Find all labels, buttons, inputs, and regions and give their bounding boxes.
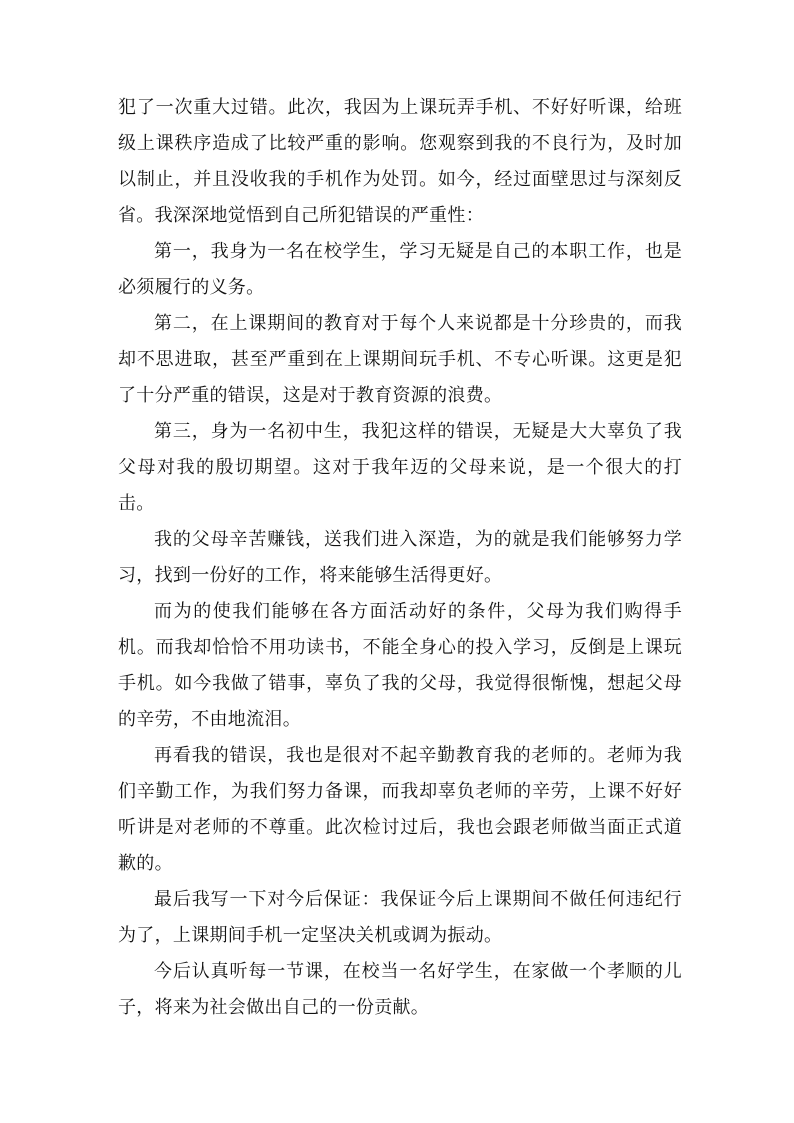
paragraph-phone-reason: 而为的使我们能够在各方面活动好的条件，父母为我们购得手机。而我却恰恰不用功读书，不能全身心的投入学习，反倒是上课玩手机。如今我做了错事，辜负了我的父母，我觉得很惭愧，想起父母的辛劳，不由地流泪。 [118, 601, 682, 730]
paragraph-point-two: 第二，在上课期间的教育对于每个人来说都是十分珍贵的，而我却不思进取，甚至严重到在上课期间玩手机、不专心听课。这更是犯了十分严重的错误，这是对于教育资源的浪费。 [118, 313, 682, 406]
paragraph-guarantee: 最后我写一下对今后保证：我保证今后上课期间不做任何违纪行为了，上课期间手机一定坚决关机或调为振动。 [118, 889, 682, 946]
document-body [118, 90, 682, 1026]
paragraph-intro: 犯了一次重大过错。此次，我因为上课玩弄手机、不好好听课，给班级上课秩序造成了比较严重的影响。您观察到我的不良行为，及时加以制止，并且没收我的手机作为处罚。如今，经过面壁思过与深刻反省。我深深地觉悟到自己所犯错误的严重性： [118, 97, 682, 226]
paragraph-point-three: 第三，身为一名初中生，我犯这样的错误，无疑是大大辜负了我父母对我的殷切期望。这对于我年迈的父母来说，是一个很大的打击。 [118, 421, 682, 514]
paragraph-point-one: 第一，我身为一名在校学生，学习无疑是自己的本职工作，也是必须履行的义务。 [118, 241, 682, 298]
paragraph-teacher-apology: 再看我的错误，我也是很对不起辛勤教育我的老师的。老师为我们辛勤工作，为我们努力备课，而我却辜负老师的辛劳，上课不好好听讲是对老师的不尊重。此次检讨过后，我也会跟老师做当面正式道歉的。 [118, 745, 682, 874]
paragraph-parents-effort: 我的父母辛苦赚钱，送我们进入深造，为的就是我们能够努力学习，找到一份好的工作，将来能够生活得更好。 [118, 529, 682, 586]
paragraph-closing: 今后认真听每一节课，在校当一名好学生，在家做一个孝顺的儿子，将来为社会做出自己的一份贡献。 [118, 961, 682, 1018]
